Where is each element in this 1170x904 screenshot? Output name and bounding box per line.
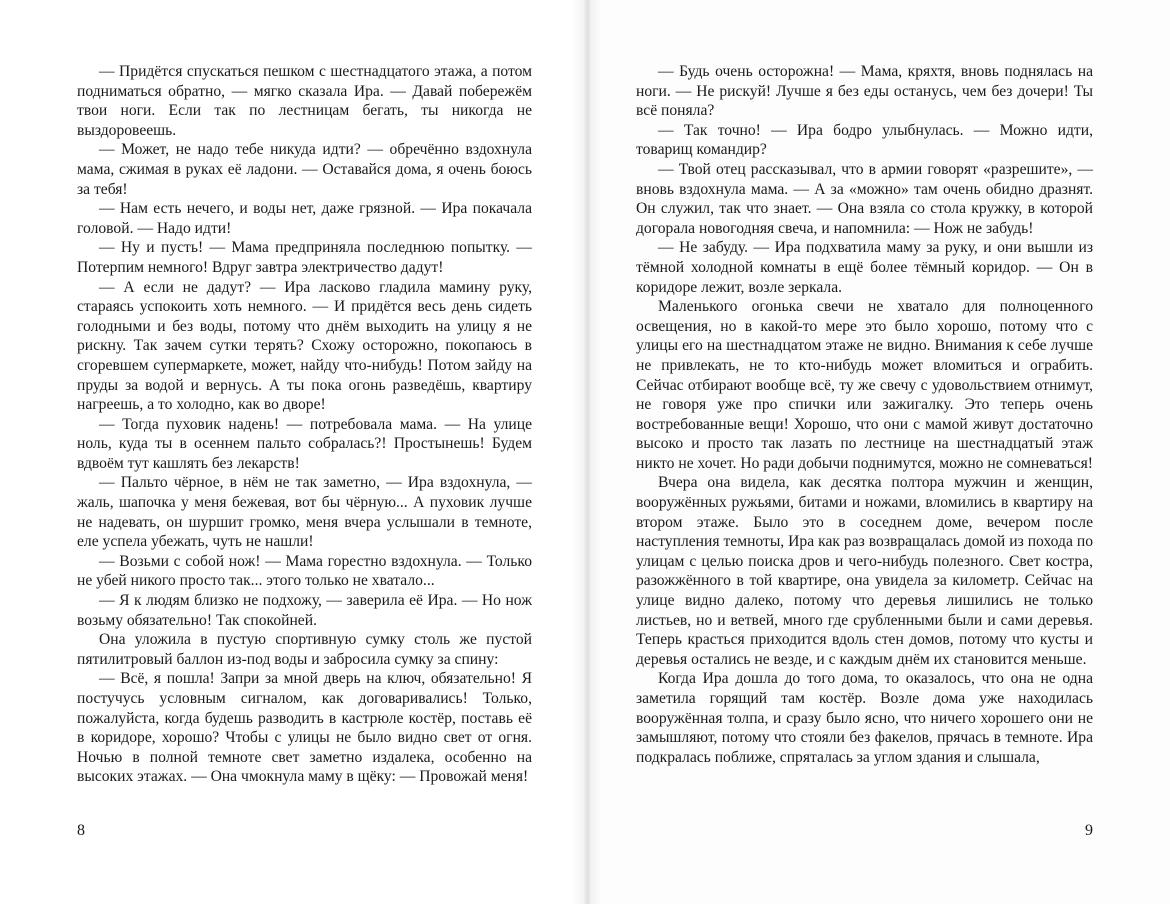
paragraph: — Будь очень осторожна! — Мама, кряхтя, вновь поднялась на ноги. — Не рискуй! Лучше я без еды останусь, чем без дочери! Ты всё поняла? [636,63,1093,120]
paragraph: — А если не дадут? — Ира ласково гладила мамину руку, стараясь успокоить хоть немного. — И придётся весь день сидеть голодными и без воды, потому что днём выходить на улицу я не рискну. Так зачем сутки терять? Схожу осторожно, покопаюсь в сгоревшем супермаркете, может, найду что-нибудь! Потом зайду на пруды за водой и вернусь. А ты пока огонь разведёшь, квартиру нагреешь, а то холодно, как во дворе! [77,278,532,414]
paragraph: Маленького огонька свечи не хватало для полноценного освещения, но в какой-то мере это было хорошо, потому что с улицы его на шестнадцатом этаже не видно. Внимания к себе лучше не привлекать, не то кто-нибудь может вломиться и ограбить. Сейчас отбирают вообще всё, ту же свечу с удовольствием отнимут, не говоря уже про спички или зажигалку. Это теперь очень востребованные вещи! Хорошо, что они с мамой живут достаточно высоко и просто так лазать по лестнице на шестнадцатый этаж никто не хочет. Но ради добычи поднимутся, можно не сомневаться! [636,298,1093,472]
paragraph: Она уложила в пустую спортивную сумку столь же пустой пятилитровый баллон из-под воды и забросила сумку за спину: [77,631,532,668]
paragraph: — Может, не надо тебе никуда идти? — обречённо вздохнула мама, сжимая в руках её ладони. — Оставайся дома, я очень боюсь за тебя! [77,141,532,198]
page-number-right: 9 [1085,822,1093,839]
paragraph: — Я к людям близко не подхожу, — заверила её Ира. — Но нож возьму обязательно! Так спокойней. [77,592,532,629]
paragraph: — Не забуду. — Ира подхватила маму за руку, и они вышли из тёмной холодной комнаты в ещё более тёмный коридор. — Он в коридоре лежит, возле зеркала. [636,239,1093,296]
paragraph: Когда Ира дошла до того дома, то оказалось, что она не одна заметила горящий там костёр. Возле дома уже находилась вооружённая толпа, и сразу было ясно, что ничего хорошего они не замышляют, потому что стояли без факелов, прячась в темноте. Ира подкралась поближе, спряталась за углом здания и слышала, [636,670,1093,766]
left-page-body [77,62,532,787]
paragraph: — Нам есть нечего, и воды нет, даже грязной. — Ира покачала головой. — Надо идти! [77,200,532,237]
book-gutter-shadow [572,0,602,904]
right-page [584,0,1170,904]
paragraph: — Возьми с собой нож! — Мама горестно вздохнула. — Только не убей никого просто так... этого только не хватало... [77,552,532,590]
page-number-left: 8 [77,822,85,839]
paragraph: — Тогда пуховик надень! — потребовала мама. — На улице ноль, куда ты в осеннем пальто собралась?! Простынешь! Будем вдвоём тут кашлять без лекарств! [77,415,532,472]
right-page-body [636,62,1093,767]
paragraph: — Пальто чёрное, в нём не так заметно, — Ира вздохнула, — жаль, шапочка у меня бежевая, вот бы чёрную... А пуховик лучше не надевать, он шуршит громко, меня вчера услышали в темноте, еле успела убежать, чуть не нашли! [77,474,532,551]
paragraph: — Ну и пусть! — Мама предприняла последнюю попытку. — Потерпим немного! Вдруг завтра электричество дадут! [77,239,532,276]
paragraph: — Придётся спускаться пешком с шестнадцатого этажа, а потом подниматься обратно, — мягко сказала Ира. — Давай побережём твои ноги. Если так по лестницам бегать, ты никогда не выздоровеешь. [77,63,532,139]
paragraph: Вчера она видела, как десятка полтора мужчин и женщин, вооружённых ружьями, битами и ножами, вломились в квартиру на втором этаже. Было это в соседнем доме, вечером после наступления темноты, Ира как раз возвращалась домой из похода по улицам с целью поиска дров и чего-нибудь полезного. Свет костра, разожжённого в той квартире, она увидела за километр. Сейчас на улице видно далеко, потому что деревья лишились не только листьев, но и ветвей, много где срубленными были и сами деревья. Теперь красться приходится вдоль стен домов, потому что кусты и деревья остались не везде, и с каждым днём их становится меньше. [636,474,1093,668]
left-page [0,0,584,904]
paragraph: — Всё, я пошла! Запри за мной дверь на ключ, обязательно! Я постучусь условным сигналом, как договаривались! Только, пожалуйста, когда будешь разводить в кастрюле костёр, поставь её в коридоре, хорошо? Чтобы с улицы не было видно свет от огня. Ночью в полной темноте свет заметно издалека, особенно на высоких этажах. — Она чмокнула маму в щёку: — Провожай меня! [77,670,532,786]
paragraph: — Твой отец рассказывал, что в армии говорят «разрешите», — вновь вздохнула мама. — А за «можно» там очень обидно дразнят. Он служил, так что знает. — Она взяла со стола кружку, в которой догорала новогодняя свеча, и напомнила: — Нож не забудь! [636,160,1093,237]
paragraph: — Так точно! — Ира бодро улыбнулась. — Можно идти, товарищ командир? [636,121,1093,159]
